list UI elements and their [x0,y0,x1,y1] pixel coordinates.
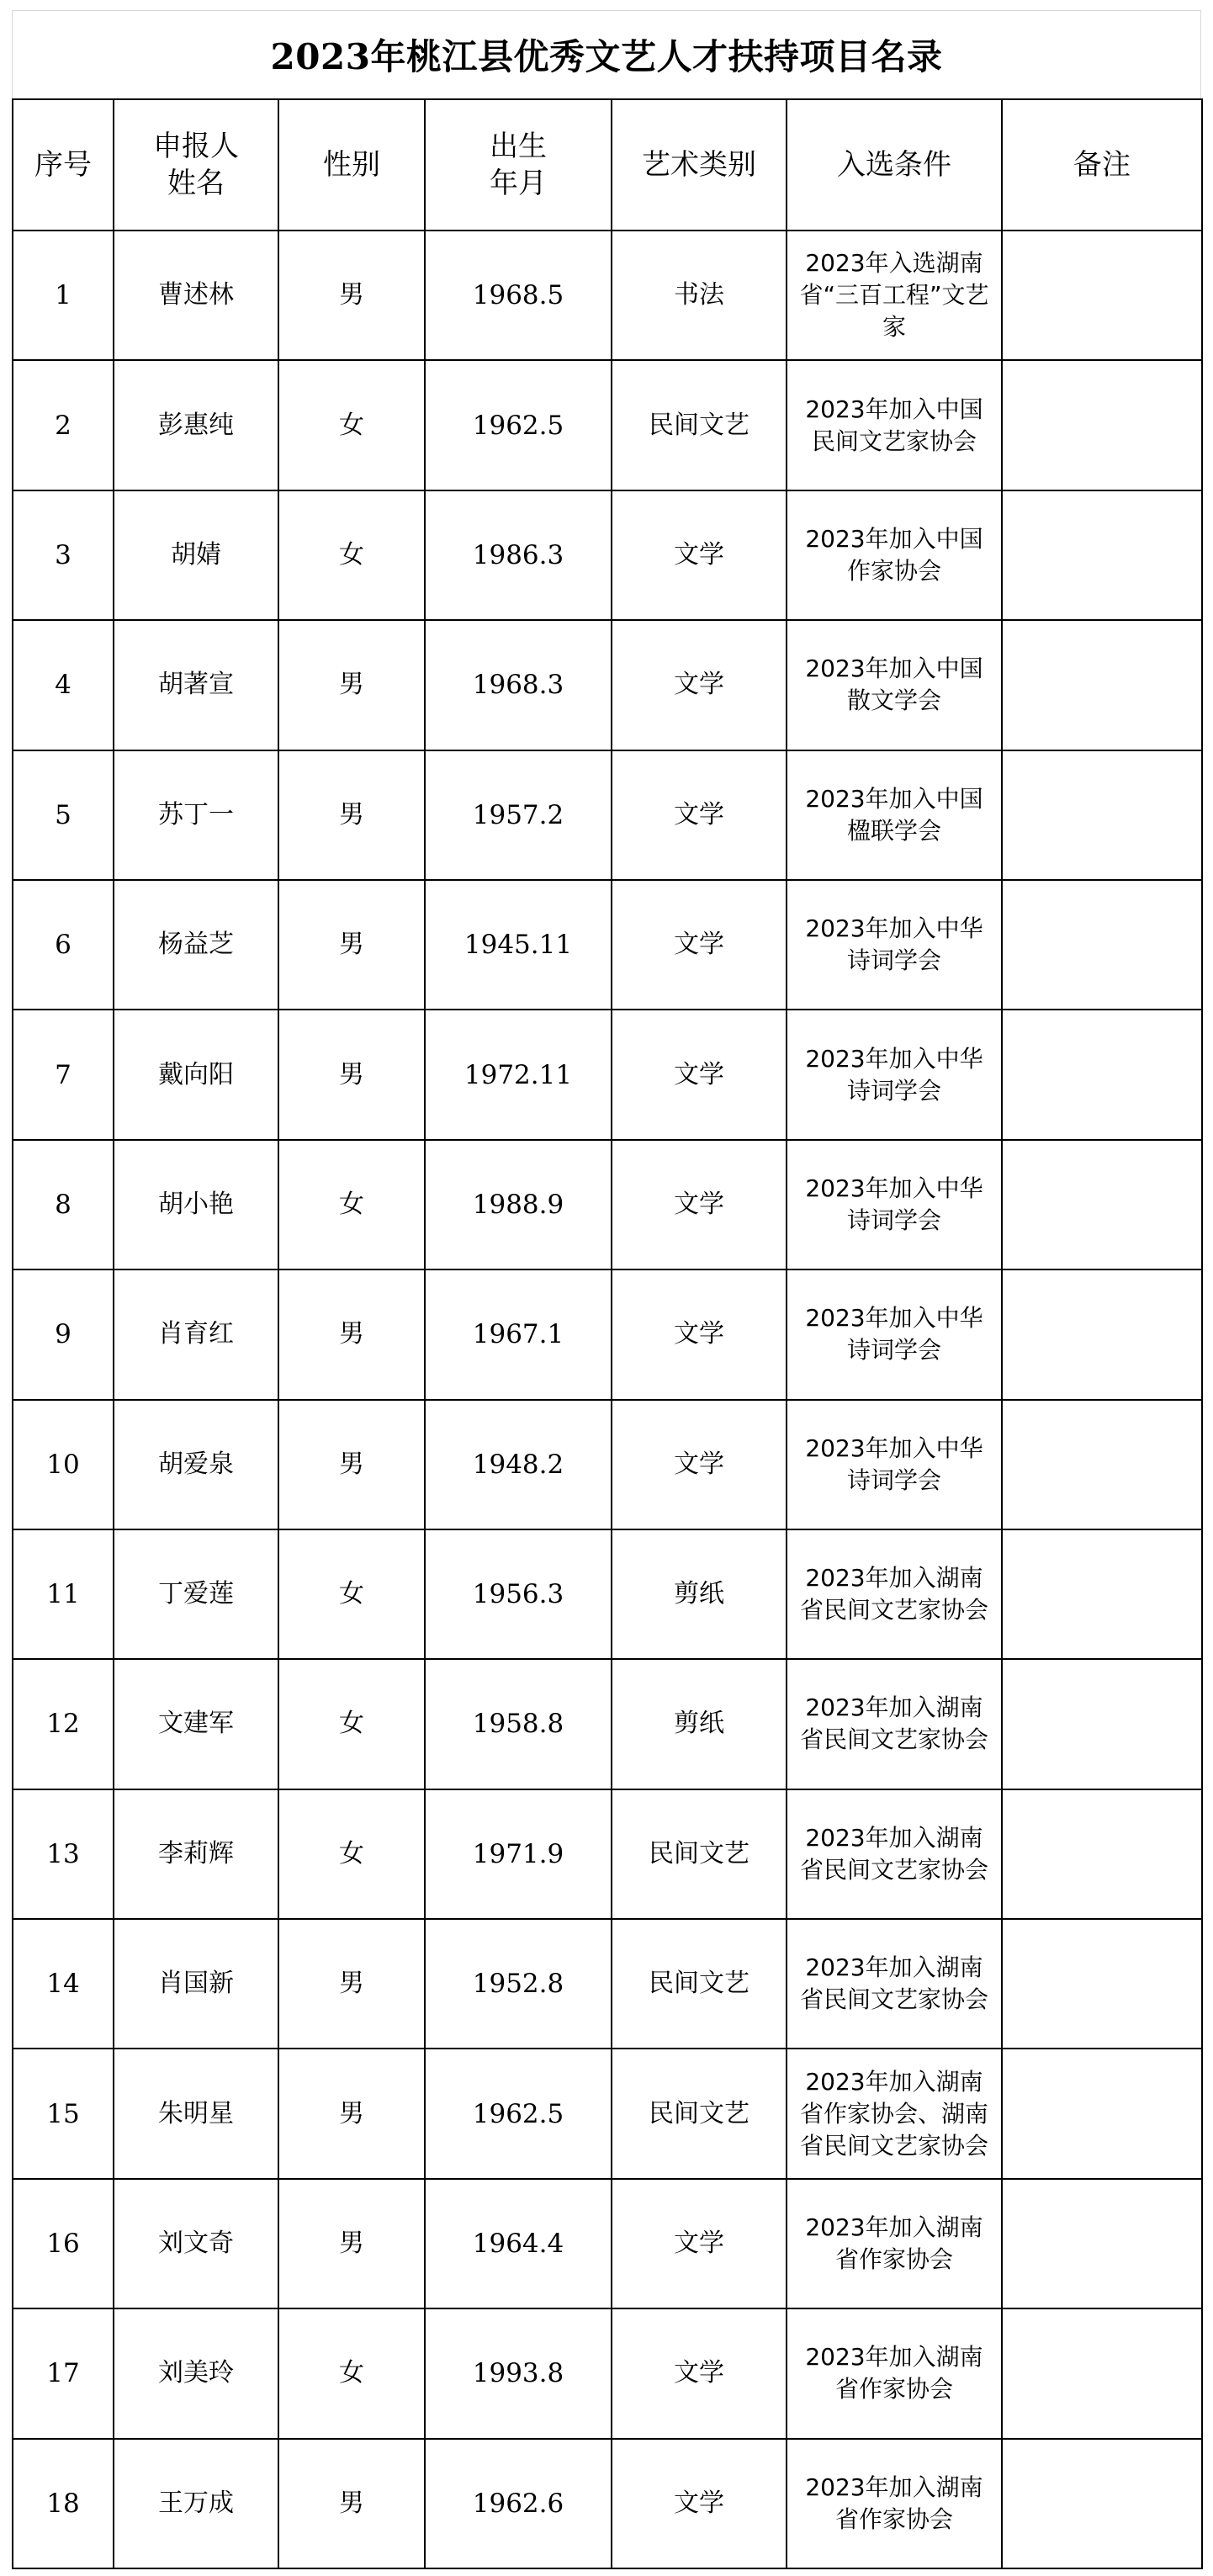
cell-gender: 女 [278,1529,425,1659]
cell-birth: 1958.8 [425,1659,612,1789]
cell-condition: 2023年加入湖南省民间文艺家协会 [787,1919,1002,2049]
cell-name: 戴向阳 [114,1010,278,1139]
table-row [13,1010,1202,1139]
page-title: 2023年桃江县优秀文艺人才扶持项目名录 [270,36,943,77]
cell-seq: 12 [13,1659,114,1789]
cell-category: 文学 [612,2439,787,2568]
cell-remark [1002,360,1202,490]
cell-name: 胡著宣 [114,620,278,750]
table-row [13,231,1202,360]
cell-name: 曹述林 [114,231,278,360]
cell-remark [1002,2308,1202,2438]
cell-condition: 2023年加入中国作家协会 [787,490,1002,620]
cell-gender: 男 [278,880,425,1010]
cell-name: 李莉辉 [114,1789,278,1919]
table-row [13,880,1202,1010]
cell-birth: 1986.3 [425,490,612,620]
cell-condition: 2023年加入湖南省民间文艺家协会 [787,1789,1002,1919]
cell-birth: 1993.8 [425,2308,612,2438]
cell-category: 文学 [612,750,787,880]
cell-gender: 男 [278,2179,425,2308]
cell-category: 民间文艺 [612,1789,787,1919]
header-condition: 入选条件 [787,99,1002,231]
cell-remark [1002,750,1202,880]
cell-seq: 13 [13,1789,114,1919]
cell-condition: 2023年加入中华诗词学会 [787,1269,1002,1399]
cell-category: 文学 [612,620,787,750]
cell-birth: 1968.5 [425,231,612,360]
cell-condition: 2023年加入中国散文学会 [787,620,1002,750]
cell-condition: 2023年加入中国民间文艺家协会 [787,360,1002,490]
cell-seq: 18 [13,2439,114,2568]
cell-seq: 3 [13,490,114,620]
cell-birth: 1988.9 [425,1140,612,1269]
header-gender: 性别 [278,99,425,231]
cell-condition: 2023年加入湖南省民间文艺家协会 [787,1659,1002,1789]
cell-seq: 11 [13,1529,114,1659]
cell-remark [1002,1400,1202,1529]
cell-category: 文学 [612,490,787,620]
cell-name: 刘美玲 [114,2308,278,2438]
cell-condition: 2023年加入中华诗词学会 [787,1010,1002,1139]
cell-birth: 1945.11 [425,880,612,1010]
cell-birth: 1972.11 [425,1010,612,1139]
header-name [114,99,278,231]
cell-birth: 1948.2 [425,1400,612,1529]
table-row [13,750,1202,880]
cell-birth: 1962.5 [425,360,612,490]
cell-condition: 2023年加入中华诗词学会 [787,1400,1002,1529]
table-row [13,1919,1202,2049]
cell-name: 肖国新 [114,1919,278,2049]
cell-condition: 2023年加入湖南省作家协会 [787,2439,1002,2568]
cell-category: 文学 [612,1010,787,1139]
table-row [13,620,1202,750]
table-row [13,360,1202,490]
cell-birth: 1968.3 [425,620,612,750]
table-row [13,490,1202,620]
cell-condition: 2023年加入湖南省作家协会 [787,2308,1002,2438]
cell-category: 民间文艺 [612,2049,787,2178]
table-body [13,231,1202,2568]
cell-remark [1002,1659,1202,1789]
table-row [13,1269,1202,1399]
cell-seq: 14 [13,1919,114,2049]
cell-birth: 1962.6 [425,2439,612,2568]
cell-gender: 男 [278,750,425,880]
cell-name: 刘文奇 [114,2179,278,2308]
document-sheet [12,10,1201,2569]
cell-condition: 2023年加入湖南省民间文艺家协会 [787,1529,1002,1659]
cell-name: 胡婧 [114,490,278,620]
cell-category: 文学 [612,880,787,1010]
cell-gender: 女 [278,1140,425,1269]
title-box [12,10,1201,98]
cell-gender: 男 [278,1919,425,2049]
cell-seq: 8 [13,1140,114,1269]
cell-condition: 2023年加入中华诗词学会 [787,1140,1002,1269]
cell-seq: 1 [13,231,114,360]
cell-remark [1002,2439,1202,2568]
cell-category: 剪纸 [612,1659,787,1789]
cell-seq: 6 [13,880,114,1010]
cell-name: 王万成 [114,2439,278,2568]
cell-condition: 2023年加入中华诗词学会 [787,880,1002,1010]
cell-gender: 女 [278,2308,425,2438]
cell-category: 剪纸 [612,1529,787,1659]
table-row [13,1659,1202,1789]
cell-seq: 10 [13,1400,114,1529]
cell-seq: 16 [13,2179,114,2308]
cell-remark [1002,1140,1202,1269]
cell-birth: 1952.8 [425,1919,612,2049]
cell-gender: 女 [278,360,425,490]
cell-gender: 女 [278,1789,425,1919]
cell-birth: 1956.3 [425,1529,612,1659]
cell-name: 苏丁一 [114,750,278,880]
cell-name: 彭惠纯 [114,360,278,490]
cell-seq: 9 [13,1269,114,1399]
cell-condition: 2023年加入湖南省作家协会 [787,2179,1002,2308]
cell-name: 胡小艳 [114,1140,278,1269]
cell-gender: 男 [278,1010,425,1139]
cell-condition: 2023年加入湖南省作家协会、湖南省民间文艺家协会 [787,2049,1002,2178]
header-birth-label: 出生年月 [490,130,547,200]
header-remark: 备注 [1002,99,1202,231]
cell-gender: 男 [278,620,425,750]
table-row [13,2049,1202,2178]
cell-name: 肖育红 [114,1269,278,1399]
cell-remark [1002,2049,1202,2178]
cell-gender: 男 [278,231,425,360]
header-seq: 序号 [13,99,114,231]
header-row [13,99,1202,231]
cell-seq: 2 [13,360,114,490]
cell-condition: 2023年加入中国楹联学会 [787,750,1002,880]
cell-gender: 女 [278,490,425,620]
table-row [13,1529,1202,1659]
cell-gender: 女 [278,1659,425,1789]
cell-birth: 1964.4 [425,2179,612,2308]
cell-category: 文学 [612,2308,787,2438]
table-row [13,1789,1202,1919]
cell-seq: 7 [13,1010,114,1139]
header-birth [425,99,612,231]
cell-category: 文学 [612,1269,787,1399]
header-name-label: 申报人姓名 [153,130,239,200]
cell-category: 文学 [612,2179,787,2308]
cell-seq: 4 [13,620,114,750]
cell-remark [1002,1010,1202,1139]
cell-remark [1002,1529,1202,1659]
cell-remark [1002,880,1202,1010]
cell-name: 杨益芝 [114,880,278,1010]
table-row [13,1140,1202,1269]
table-row [13,2308,1202,2438]
cell-category: 书法 [612,231,787,360]
cell-seq: 5 [13,750,114,880]
talent-list-table [12,98,1203,2569]
cell-remark [1002,2179,1202,2308]
cell-condition: 2023年入选湖南省“三百工程”文艺家 [787,231,1002,360]
table-row [13,2439,1202,2568]
cell-remark [1002,490,1202,620]
cell-category: 民间文艺 [612,1919,787,2049]
cell-gender: 男 [278,1269,425,1399]
cell-gender: 男 [278,1400,425,1529]
cell-remark [1002,231,1202,360]
cell-gender: 男 [278,2439,425,2568]
cell-gender: 男 [278,2049,425,2178]
cell-remark [1002,620,1202,750]
cell-category: 文学 [612,1140,787,1269]
cell-name: 胡爱泉 [114,1400,278,1529]
cell-seq: 15 [13,2049,114,2178]
cell-name: 丁爱莲 [114,1529,278,1659]
cell-birth: 1971.9 [425,1789,612,1919]
cell-birth: 1967.1 [425,1269,612,1399]
table-row [13,2179,1202,2308]
cell-remark [1002,1919,1202,2049]
cell-seq: 17 [13,2308,114,2438]
cell-birth: 1962.5 [425,2049,612,2178]
cell-name: 朱明星 [114,2049,278,2178]
cell-birth: 1957.2 [425,750,612,880]
cell-remark [1002,1789,1202,1919]
header-category: 艺术类别 [612,99,787,231]
cell-category: 民间文艺 [612,360,787,490]
cell-category: 文学 [612,1400,787,1529]
cell-remark [1002,1269,1202,1399]
cell-name: 文建军 [114,1659,278,1789]
table-row [13,1400,1202,1529]
